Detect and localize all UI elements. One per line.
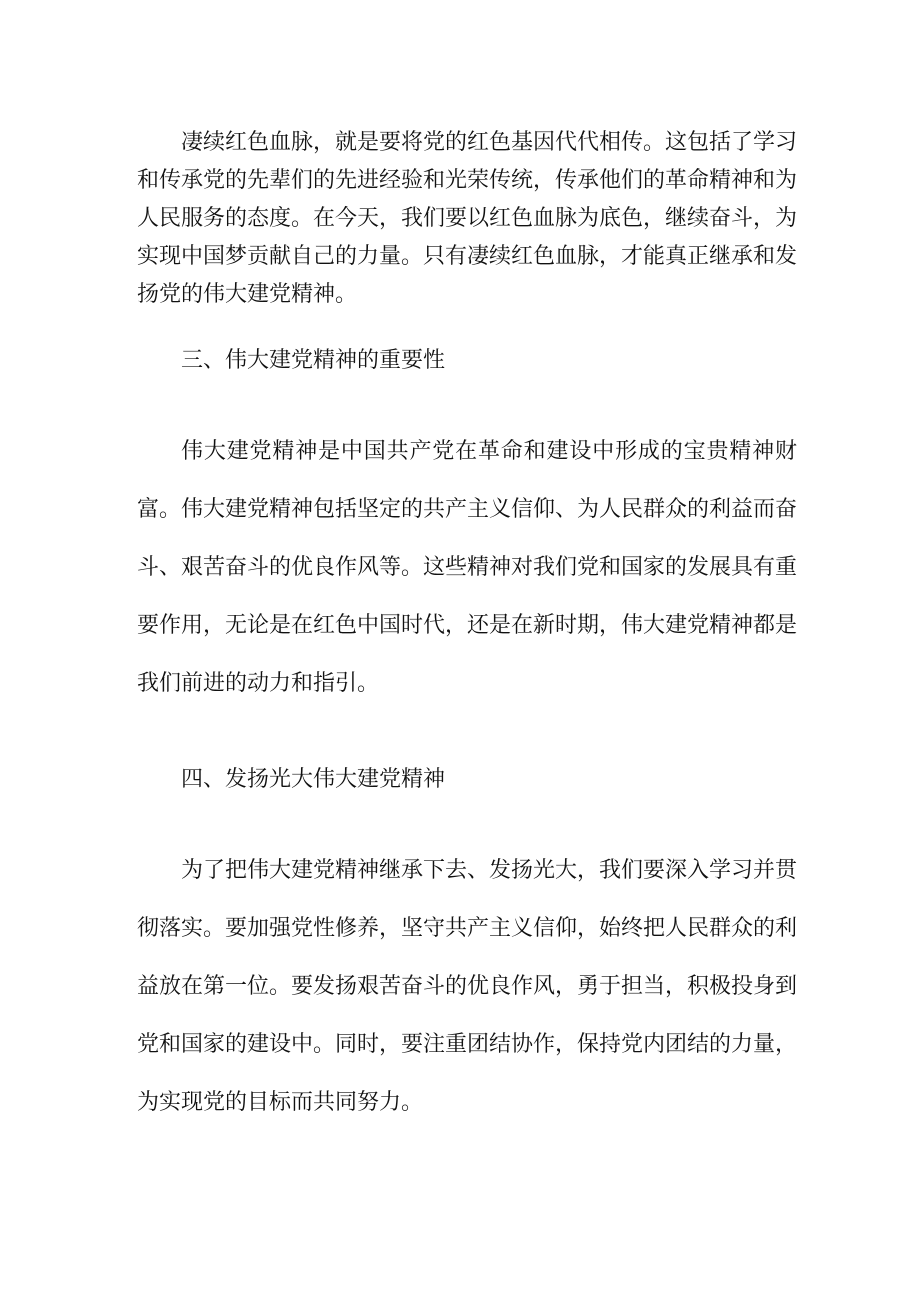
- paragraph-importance: 伟大建党精神是中国共产党在革命和建设中形成的宝贵精神财富。伟大建党精神包括坚定的共产主义信仰、为人民群众的利益而奋斗、艰苦奋斗的优良作风等。这些精神对我们党和国家的发展具有重要作用，无论是在红色中国时代，还是在新时期，伟大建党精神都是我们前进的动力和指引。: [137, 439, 798, 696]
- section-heading-importance: 三、伟大建党精神的重要性: [181, 348, 446, 373]
- paragraph-carry-forward: 为了把伟大建党精神继承下去、发扬光大，我们要深入学习并贯彻落实。要加强党性修养，坚守共产主义信仰，始终把人民群众的利益放在第一位。要发扬艰苦奋斗的优良作风，勇于担当，积极投身到党和国家的建设中。同时，要注重团结协作，保持党内团结的力量，为实现党的目标而共同努力。: [137, 858, 798, 1115]
- section-heading-carry-forward: 四、发扬光大伟大建党精神: [181, 767, 446, 792]
- paragraph-red-bloodline: 凄续红色血脉，就是要将党的红色基因代代相传。这包括了学习和传承党的先辈们的先进经验和光荣传统，传承他们的革命精神和为人民服务的态度。在今天，我们要以红色血脉为底色，继续奋斗，为实现中国梦贡献自己的力量。只有凄续红色血脉，才能真正继承和发扬党的伟大建党精神。: [137, 130, 798, 307]
